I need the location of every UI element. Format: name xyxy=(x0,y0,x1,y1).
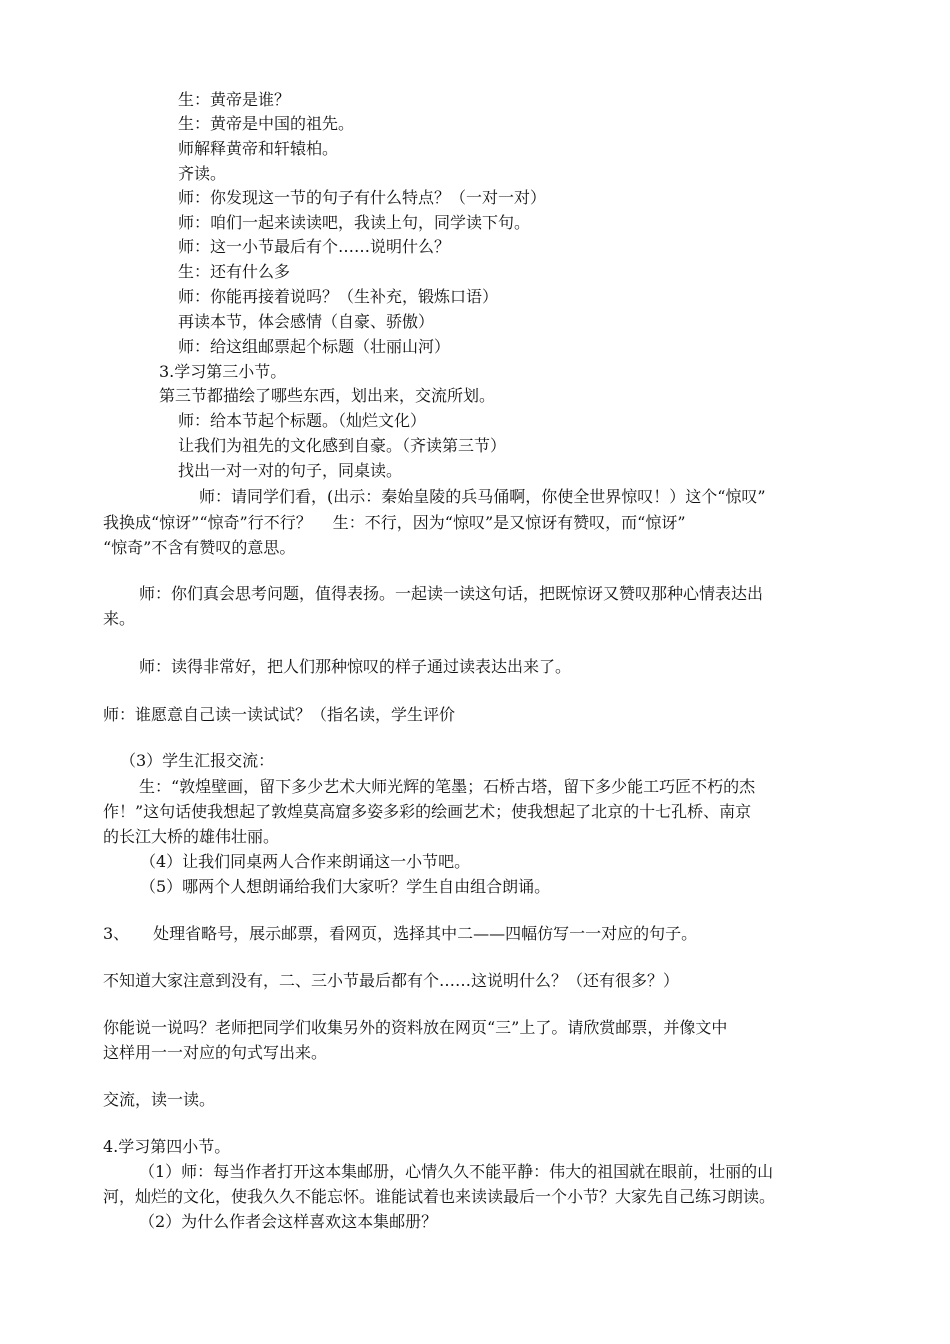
section-heading: 4.学习第四小节。 xyxy=(103,1137,231,1156)
text-line: （2）为什么作者会这样喜欢这本集邮册？ xyxy=(139,1212,438,1231)
text-line: 来。 xyxy=(103,609,136,628)
text-line: （5）哪两个人想朗诵给我们大家听？学生自由组合朗诵。 xyxy=(140,877,551,896)
text-line: 师：你能再接着说吗？（生补充，锻炼口语） xyxy=(178,287,499,306)
text-line: 这样用一一对应的句式写出来。 xyxy=(103,1043,328,1062)
text-line: 师：给本节起个标题。（灿烂文化） xyxy=(178,411,427,430)
text-line: 师：你们真会思考问题，值得表扬。一起读一读这句话，把既惊讶又赞叹那种心情表达出 xyxy=(139,584,764,603)
text-line: （1）师：每当作者打开这本集邮册，心情久久不能平静：伟大的祖国就在眼前，壮丽的山 xyxy=(139,1162,774,1181)
text-line: 师：咱们一起来读读吧，我读上句，同学读下句。 xyxy=(178,213,531,232)
text-line: 生：黄帝是中国的祖先。 xyxy=(178,114,355,133)
text-line: 我换成“惊讶”“惊奇”行不行？ 生：不行，因为“惊叹”是又惊讶有赞叹，而“惊讶” xyxy=(103,513,686,532)
text-line: 让我们为祖先的文化感到自豪。（齐读第三节） xyxy=(178,436,507,455)
text-line: 的长江大桥的雄伟壮丽。 xyxy=(103,827,280,846)
text-line: 师：读得非常好，把人们那种惊叹的样子通过读表达出来了。 xyxy=(139,657,572,676)
text-line: 再读本节，体会感情（自豪、骄傲） xyxy=(178,312,435,331)
text-line: 生：黄帝是谁？ xyxy=(178,90,291,109)
text-line: （3）学生汇报交流： xyxy=(120,751,275,770)
text-line: 交流，读一读。 xyxy=(103,1090,216,1109)
section-heading: 3.学习第三小节。 xyxy=(159,362,287,381)
text-line: 你能说一说吗？老师把同学们收集另外的资料放在网页“三”上了。请欣赏邮票，并像文中 xyxy=(103,1018,728,1037)
text-line: 齐读。 xyxy=(178,164,227,183)
section-heading: 3、 处理省略号，展示邮票，看网页，选择其中二——四幅仿写一一对应的句子。 xyxy=(103,924,698,943)
text-line: 师：你发现这一节的句子有什么特点？（一对一对） xyxy=(178,188,547,207)
text-line: 找出一对一对的句子，同桌读。 xyxy=(178,461,403,480)
text-line: 作！”这句话使我想起了敦煌莫高窟多姿多彩的绘画艺术；使我想起了北京的十七孔桥、南京 xyxy=(103,802,752,821)
text-line: 师：请同学们看，(出示：秦始皇陵的兵马俑啊，你使全世界惊叹！）这个“惊叹” xyxy=(199,487,766,506)
text-line: 师：给这组邮票起个标题（壮丽山河） xyxy=(178,337,451,356)
text-line: “惊奇”不含有赞叹的意思。 xyxy=(103,538,296,557)
text-line: 第三节都描绘了哪些东西，划出来，交流所划。 xyxy=(159,386,496,405)
text-line: 不知道大家注意到没有，二、三小节最后都有个……这说明什么？（还有很多？） xyxy=(103,971,680,990)
text-line: 师解释黄帝和轩辕柏。 xyxy=(178,139,339,158)
text-line: 河，灿烂的文化，使我久久不能忘怀。谁能试着也来读读最后一个小节？大家先自己练习朗读。 xyxy=(103,1187,776,1206)
text-line: （4）让我们同桌两人合作来朗诵这一小节吧。 xyxy=(140,852,471,871)
text-line: 生：还有什么多 xyxy=(178,262,291,281)
text-line: 师：谁愿意自己读一读试试？（指名读，学生评价 xyxy=(103,705,456,724)
text-line: 生：“敦煌壁画，留下多少艺术大师光辉的笔墨；石桥古塔，留下多少能工巧匠不朽的杰 xyxy=(139,777,756,796)
text-line: 师：这一小节最后有个……说明什么？ xyxy=(178,237,451,256)
